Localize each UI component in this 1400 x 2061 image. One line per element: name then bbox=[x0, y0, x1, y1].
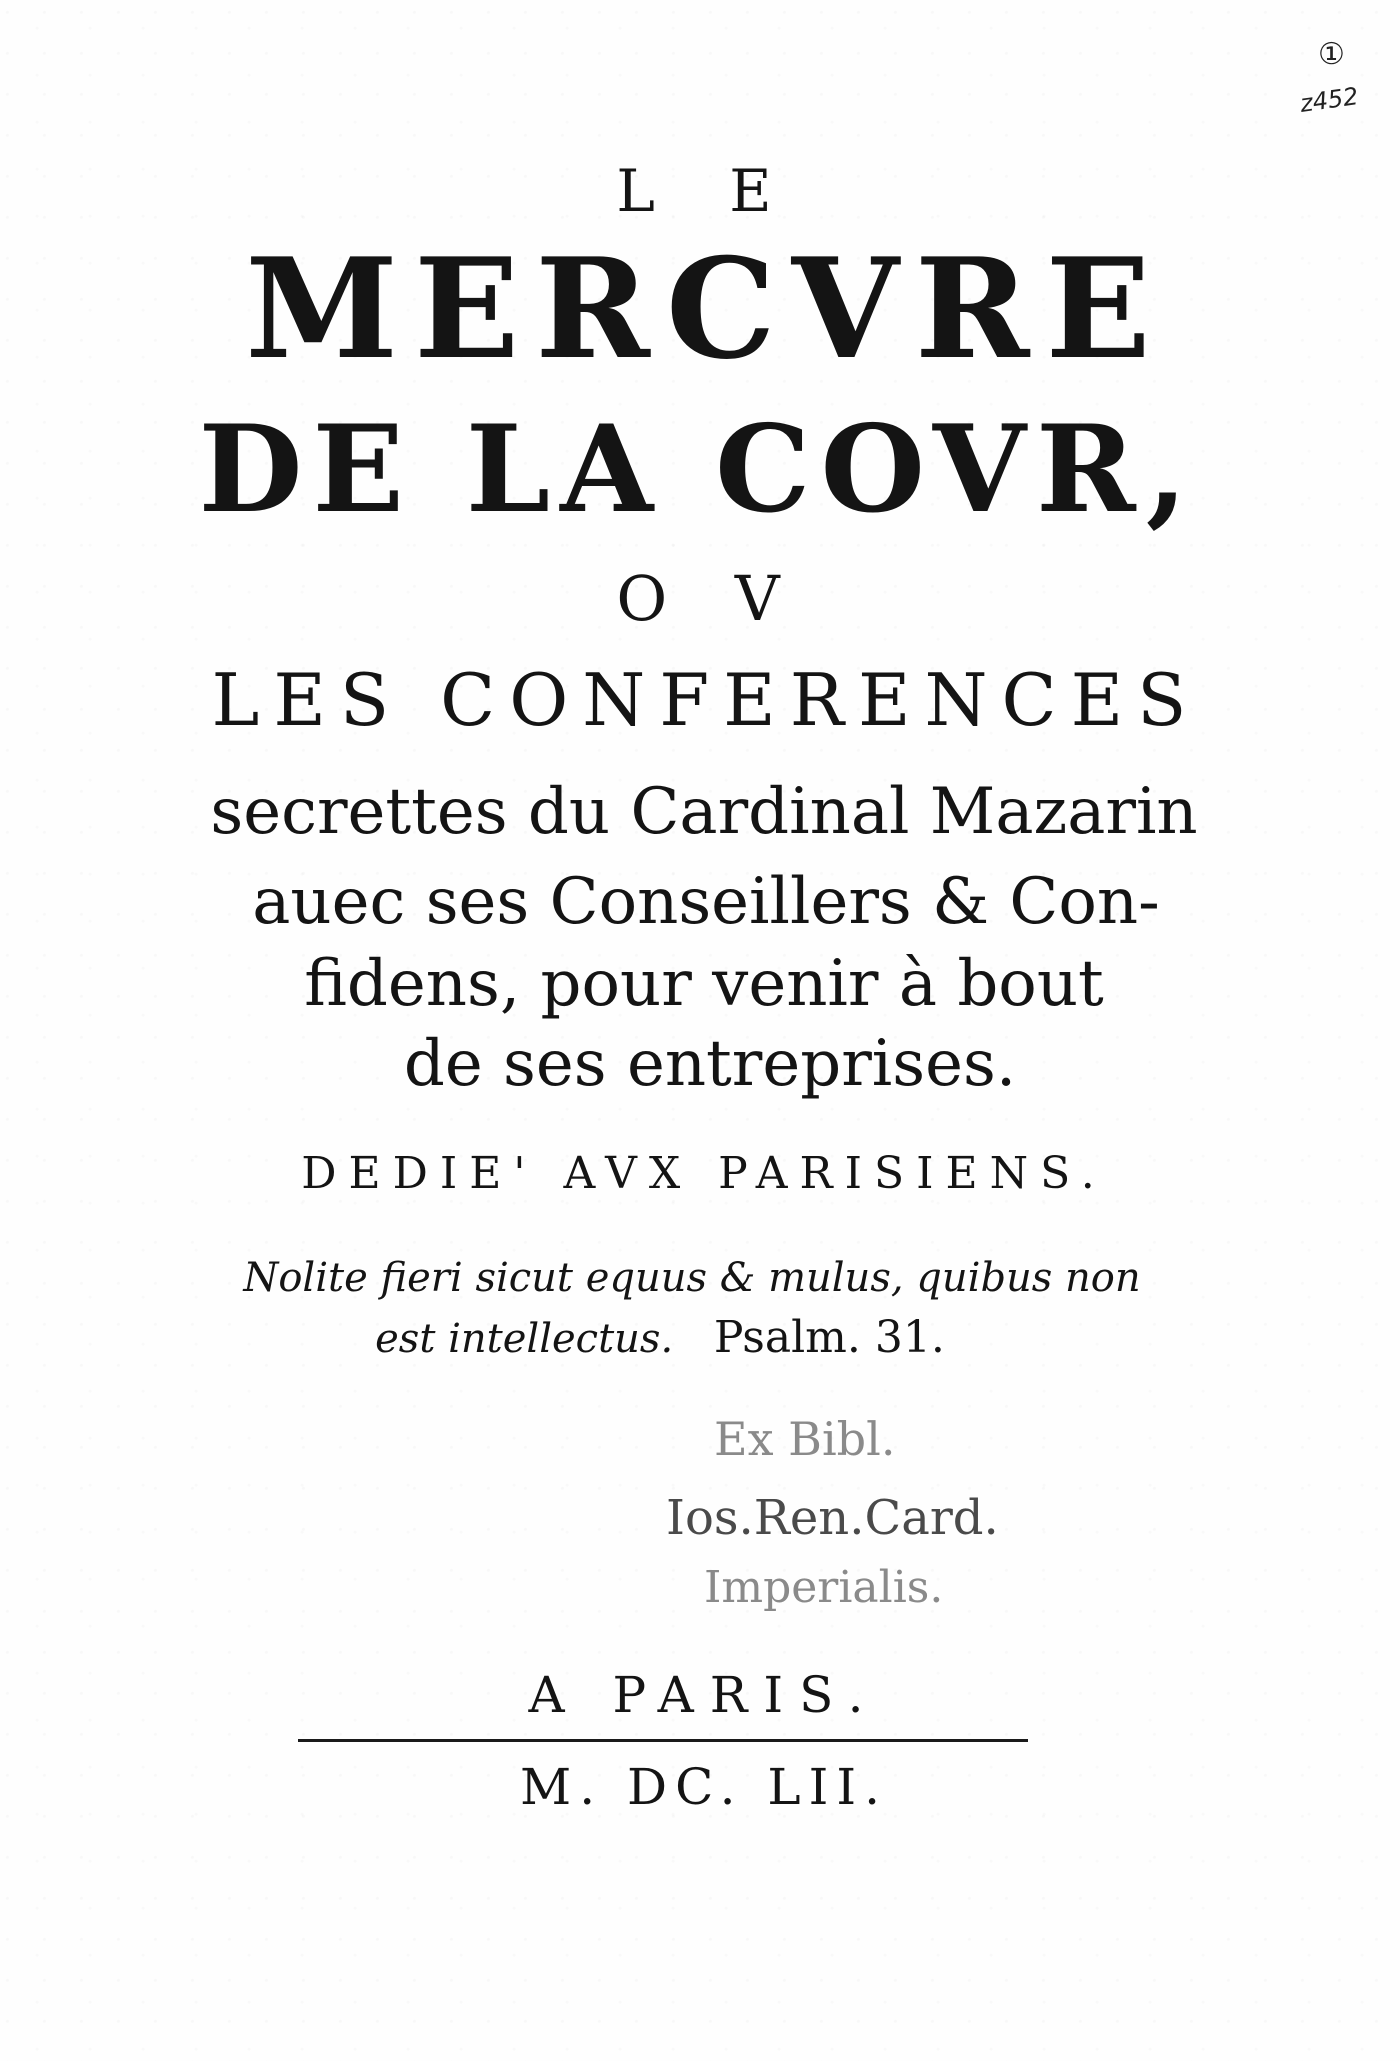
shelf-number: z452 bbox=[1298, 82, 1361, 118]
folio-mark: ① bbox=[1318, 37, 1345, 72]
imprint-place: A PARIS. bbox=[528, 1666, 880, 1724]
title-ou: O V bbox=[616, 562, 804, 635]
title-mercure: MERCVRE bbox=[245, 227, 1167, 390]
title-les-conferences: LES CONFERENCES bbox=[211, 658, 1201, 742]
title-article: L E bbox=[616, 157, 800, 225]
epigraph-line-2 bbox=[0, 1312, 1360, 1363]
imprint-year: M. DC. LII. bbox=[520, 1758, 888, 1816]
library-stamp-line-1: Ex Bibl. bbox=[714, 1412, 896, 1466]
epigraph-reference: Psalm. 31. bbox=[713, 1312, 945, 1363]
title-de-la-cour: DE LA COVR, bbox=[198, 399, 1198, 540]
subtitle-line-4: de ses entreprises. bbox=[403, 1027, 1017, 1101]
subtitle-line-2: auec ses Conseillers & Con- bbox=[252, 865, 1160, 939]
imprint-rule bbox=[298, 1739, 1028, 1742]
epigraph-latin: est intellectus. bbox=[375, 1316, 674, 1362]
library-stamp-line-2: Ios.Ren.Card. bbox=[666, 1490, 999, 1546]
epigraph-line-1: Nolite fieri sicut equus & mulus, quibus non bbox=[243, 1255, 1141, 1301]
dedication: DEDIE' AVX PARISIENS. bbox=[301, 1148, 1107, 1199]
subtitle-line-3: fidens, pour venir à bout bbox=[304, 947, 1104, 1021]
subtitle-line-1: secrettes du Cardinal Mazarin bbox=[210, 775, 1198, 849]
library-stamp-line-3: Imperialis. bbox=[704, 1562, 944, 1613]
